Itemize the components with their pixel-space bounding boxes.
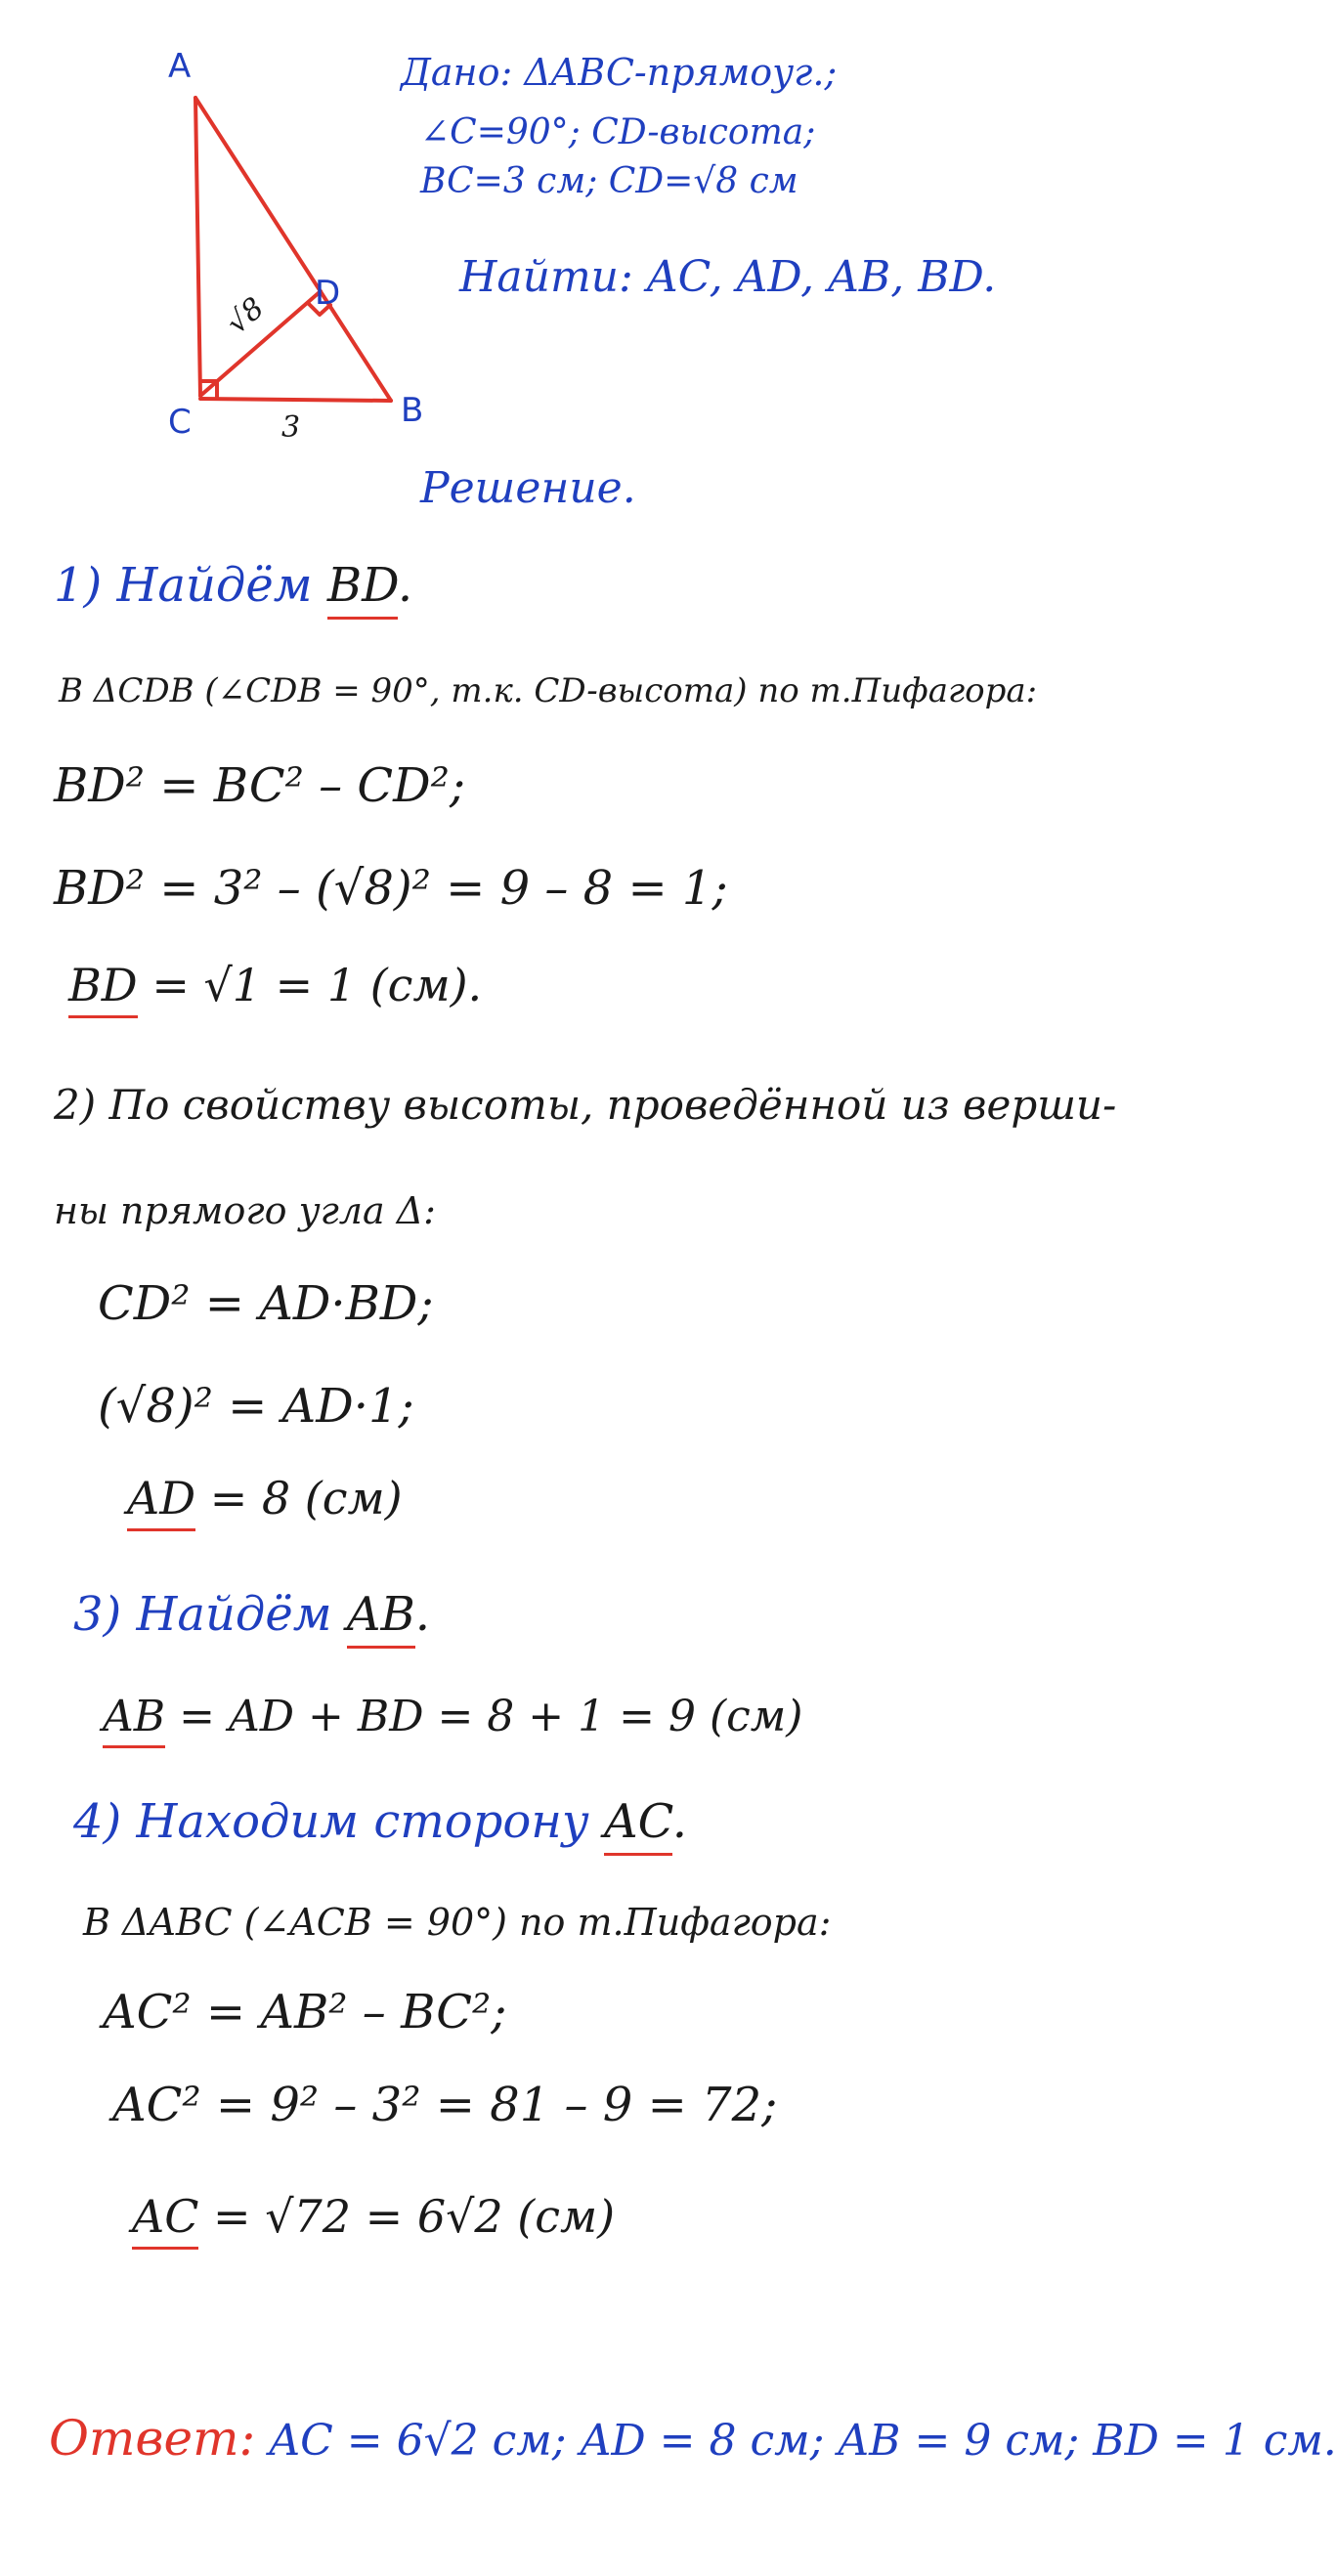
step2-line-1: 2) По свойству высоты, проведённой из верши-	[54, 1081, 1117, 1129]
given-line-1: Дано: ΔABC-прямоуг.;	[401, 51, 838, 94]
step3-title	[73, 1587, 431, 1642]
step3-title-suffix: .	[414, 1587, 431, 1642]
label-cb: 3	[281, 410, 301, 445]
step4-line-4-rest: = √72 = 6√2 (см)	[213, 2190, 616, 2243]
step4-title-target: AC	[604, 1794, 672, 1856]
answer-line	[49, 2410, 1337, 2467]
step2-line-2: ны прямого угла Δ:	[54, 1189, 436, 1232]
answer-label: Ответ:	[49, 2410, 256, 2467]
step1-line-3: BD² = 3² – (√8)² = 9 – 8 = 1;	[54, 861, 728, 916]
vertex-a: A	[168, 47, 192, 86]
step1-line-4-rest: = √1 = 1 (см).	[151, 959, 483, 1011]
step3-title-prefix: 3) Найдём	[73, 1587, 332, 1642]
step4-line-3: AC² = 9² – 3² = 81 – 9 = 72;	[112, 2078, 778, 2132]
step4-line-4-target: AC	[132, 2190, 198, 2250]
solution-title: Решение.	[420, 463, 636, 513]
step2-line-4: (√8)² = AD·1;	[98, 1379, 414, 1434]
step1-title-suffix: .	[397, 558, 413, 613]
step1-title-prefix: 1) Найдём	[54, 558, 313, 613]
step1-line-4	[68, 959, 483, 1011]
step2-line-5	[127, 1472, 403, 1524]
vertex-d: D	[315, 274, 341, 313]
step1-title-target: BD	[327, 558, 398, 620]
side-cb	[200, 399, 391, 401]
step4-line-2: AC² = AB² – BC²;	[103, 1985, 507, 2039]
step3-line-1-target: AB	[103, 1692, 165, 1748]
step4-title-prefix: 4) Находим сторону	[73, 1794, 589, 1849]
step1-line-2: BD² = BC² – CD²;	[54, 758, 466, 813]
step2-line-5-rest: = 8 (см)	[209, 1472, 403, 1524]
label-cd: √8	[220, 290, 271, 342]
step1-title	[54, 558, 413, 613]
answer-text: AC = 6√2 см; AD = 8 см; AB = 9 см; BD = 1 см.	[269, 2416, 1337, 2466]
step3-title-target: AB	[347, 1587, 415, 1649]
step4-line-1: В ΔABC (∠ACB = 90°) по т.Пифагора:	[83, 1901, 832, 1944]
step1-line-4-target: BD	[68, 959, 138, 1018]
step3-line-1	[103, 1692, 803, 1741]
triangle-figure	[147, 39, 596, 450]
vertex-c: C	[168, 403, 192, 442]
side-ab	[195, 98, 391, 401]
step3-line-1-rest: = AD + BD = 8 + 1 = 9 (см)	[179, 1692, 803, 1741]
side-ac	[195, 98, 200, 396]
step4-title-suffix: .	[671, 1794, 687, 1849]
step4-line-4	[132, 2190, 616, 2243]
given-line-2: ∠C=90°; CD-высота;	[420, 112, 816, 152]
step4-title	[73, 1794, 687, 1849]
step2-line-5-target: AD	[127, 1472, 195, 1531]
step1-line-1: В ΔCDB (∠CDB = 90°, т.к. CD-высота) по т.Пифагора:	[59, 671, 1038, 710]
step2-line-3: CD² = AD·BD;	[98, 1276, 434, 1331]
vertex-b: B	[401, 391, 424, 430]
given-line-3: BC=3 см; CD=√8 см	[420, 161, 798, 201]
find-line: Найти: AC, AD, AB, BD.	[459, 252, 997, 302]
